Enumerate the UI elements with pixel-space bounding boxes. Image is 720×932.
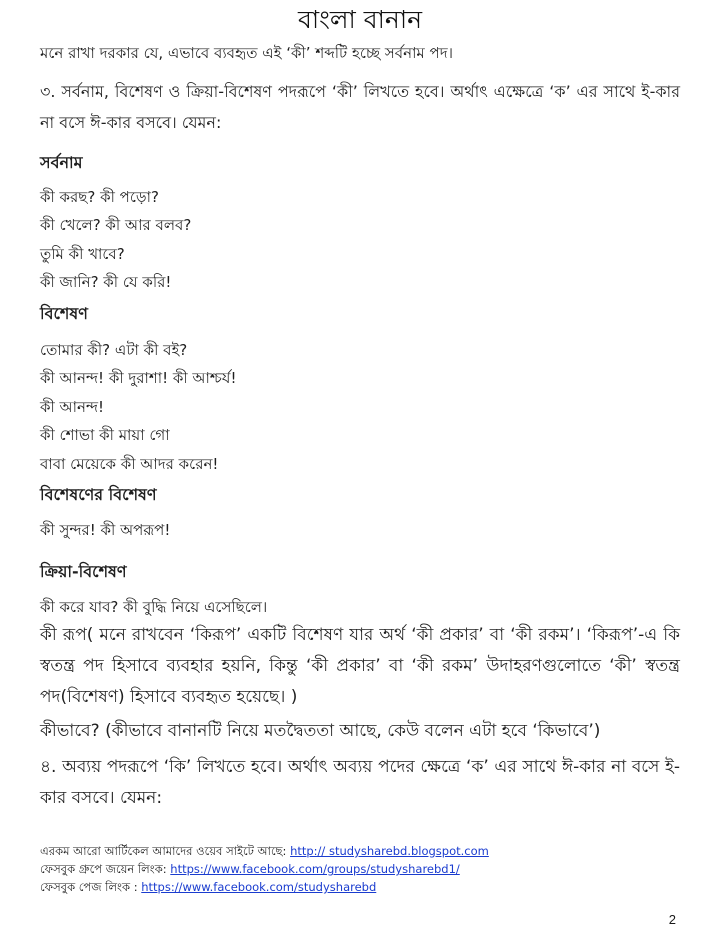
example-line: তুমি কী খাবে?	[40, 245, 125, 263]
page-title: বাংলা বানান	[297, 5, 422, 34]
example-line: কী খেলে? কী আর বলব?	[40, 216, 192, 234]
rule-4-paragraph: ৪. অব্যয় পদরূপে ‘কি’ লিখতে হবে। অর্থাৎ অব্যয় পদের ক্ষেত্রে ‘ক’ এর সাথে ঈ-কার না বসে ই-কার বসবে। যেমন:	[40, 757, 680, 808]
example-line: কী করছ? কী পড়ো?	[40, 188, 159, 206]
footer-blog-line	[40, 843, 489, 862]
kirup-note-paragraph: কী রূপ( মনে রাখবেন ‘কিরূপ’ একটি বিশেষণ যার অর্থ ‘কী প্রকার’ বা ‘কী রকম’। ‘কিরূপ’-এ কি স্বতন্ত্র পদ হিসাবে ব্যবহার হয়নি, কিন্তু ‘কী প্রকার’ বা ‘কী রকম’ উদাহরণগুলোতে ‘কী’ স্বতন্ত্র পদ(বিশেষণ) হিসাবে ব্যবহৃত হয়েছে। )	[40, 625, 680, 707]
footer-blog-label: এরকম আরো আর্টিকেল আমাদের ওয়েব সাইটে আছে:	[40, 844, 291, 858]
example-line: বাবা মেয়েকে কী আদর করেন!	[40, 455, 219, 473]
heading-sarbanam: সর্বনাম	[40, 153, 83, 172]
example-line: কী আনন্দ! কী দুরাশা! কী আশ্চর্য!	[40, 369, 237, 387]
intro-text: মনে রাখা দরকার যে, এভাবে ব্যবহৃত এই ‘কী’ শব্দটি হচ্ছে সর্বনাম পদ।	[40, 44, 453, 62]
example-line: তোমার কী? এটা কী বই?	[40, 341, 188, 359]
example-line: কী আনন্দ!	[40, 398, 105, 416]
example-line: কী শোভা কী মায়া গো	[40, 426, 170, 444]
kibhabe-note: কীভাবে? (কীভাবে বানানটি নিয়ে মতদ্বৈততা আছে, কেউ বলেন এটা হবে ‘কিভাবে’)	[40, 721, 601, 741]
footer-group-line	[40, 861, 460, 880]
heading-bisheshon: বিশেষণ	[40, 304, 88, 323]
heading-bisheshoner-bisheshon: বিশেষণের বিশেষণ	[40, 485, 157, 504]
facebook-group-link[interactable]: https://www.facebook.com/groups/studysharebd1/	[170, 862, 460, 876]
footer-page-label: ফেসবুক পেজ লিংক :	[40, 880, 142, 894]
page-number: 2	[668, 912, 676, 927]
facebook-page-link[interactable]: https://www.facebook.com/studysharebd	[141, 880, 377, 894]
footer-group-label: ফেসবুক গ্রুপে জয়েন লিংক:	[40, 862, 171, 876]
footer-page-line	[40, 879, 376, 898]
example-line: কী জানি? কী যে করি!	[40, 273, 172, 291]
heading-kriya-bisheshon: ক্রিয়া-বিশেষণ	[40, 562, 127, 581]
example-line: কী সুন্দর! কী অপরূপ!	[40, 521, 171, 539]
example-line: কী করে যাব? কী বুদ্ধি নিয়ে এসেছিলে।	[40, 598, 268, 616]
rule-3-paragraph: ৩. সর্বনাম, বিশেষণ ও ক্রিয়া-বিশেষণ পদরূপে ‘কী’ লিখতে হবে। অর্থাৎ এক্ষেত্রে ‘ক’ এর সাথে ই-কার না বসে ঈ-কার বসবে। যেমন:	[40, 82, 680, 132]
blog-link[interactable]: http:// studysharebd.blogspot.com	[290, 844, 489, 858]
